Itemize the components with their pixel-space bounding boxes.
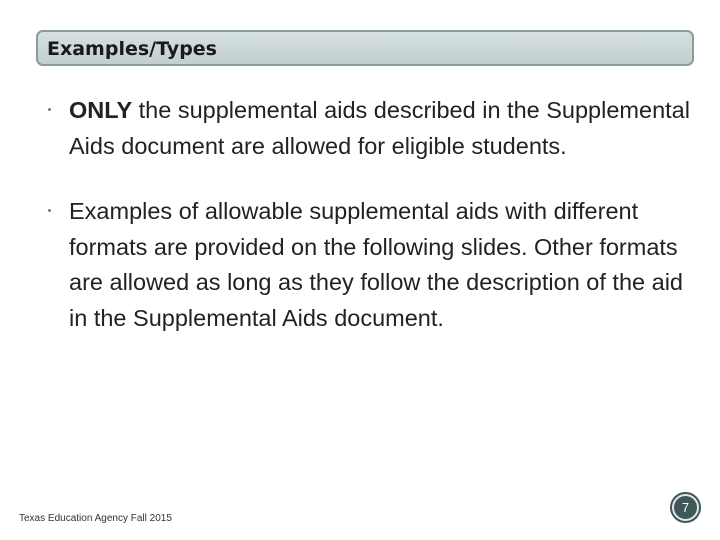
bullet-item	[40, 93, 690, 164]
bullet-dot-icon	[48, 209, 51, 212]
bullet-list	[40, 93, 690, 336]
bullet-text: the supplemental aids described in the Supplemental Aids document are allowed for eligible students.	[69, 97, 690, 159]
bullet-emphasis: ONLY	[69, 97, 133, 123]
bullet-text: Examples of allowable supplemental aids with different formats are provided on the following slides. Other formats are allowed as long as they follow the description of the aid in the Supplemental Aids document.	[69, 198, 683, 331]
page-number-badge: 7	[672, 494, 699, 521]
slide-title-bar	[36, 30, 694, 66]
slide-title: Examples/Types	[47, 38, 217, 60]
footer-text: Texas Education Agency Fall 2015	[19, 513, 172, 524]
bullet-item	[40, 194, 690, 336]
bullet-dot-icon	[48, 108, 51, 111]
